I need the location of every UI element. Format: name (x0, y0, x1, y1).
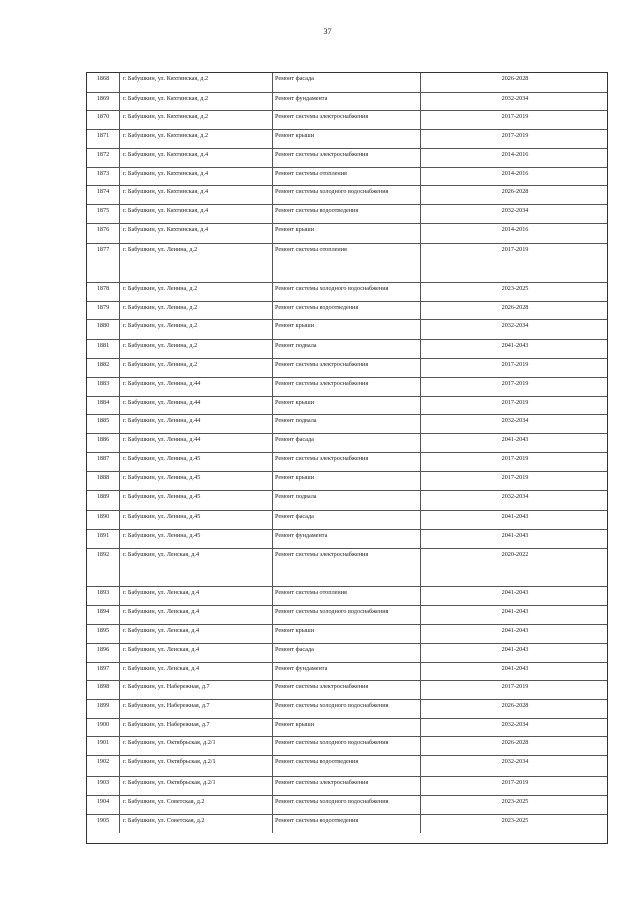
row-period: 2041-2043 (501, 513, 529, 520)
table-row (87, 490, 607, 510)
row-work-type: Ремонт системы водоотведения (273, 756, 421, 776)
row-period: 2041-2043 (501, 342, 529, 349)
row-number: 1878 (87, 283, 120, 301)
row-address: г. Бабушкин, ул. Ленина, д.2 (120, 340, 273, 358)
row-work-type: Ремонт подвала (273, 491, 421, 510)
row-work-type: Ремонт системы электроснабжения (273, 453, 421, 471)
row-work-type: Ремонт системы холодного водоснабжения (273, 796, 421, 814)
row-work-type: Ремонт крыши (273, 719, 421, 736)
table-row (87, 795, 607, 814)
table-row (87, 699, 607, 718)
row-work-type: Ремонт системы электроснабжения (273, 549, 421, 586)
row-number: 1886 (87, 434, 120, 452)
row-work-type: Ремонт системы водоотведения (273, 302, 421, 319)
row-address: г. Бабушкин, ул. Ленская, д.4 (120, 663, 273, 680)
row-period: 2017-2019 (501, 455, 529, 462)
row-period: 2017-2019 (501, 132, 529, 139)
row-number: 1885 (87, 415, 120, 433)
row-address: г. Бабушкин, ул. Советская, д.2 (120, 815, 273, 833)
table-row (87, 814, 607, 833)
row-work-type: Ремонт системы водоотведения (273, 815, 421, 833)
row-work-type: Ремонт системы холодного водоснабжения (273, 700, 421, 718)
row-number: 1904 (87, 796, 120, 814)
row-work-type: Ремонт подвала (273, 340, 421, 358)
table-row (87, 301, 607, 319)
row-period: 2032-2034 (501, 95, 529, 102)
row-work-type: Ремонт фасада (273, 644, 421, 662)
row-period: 2032-2034 (501, 207, 529, 214)
row-work-type: Ремонт фундамента (273, 663, 421, 680)
row-address: г. Бабушкин, ул. Набережная, д.7 (120, 681, 273, 699)
row-number: 1889 (87, 491, 120, 510)
table-row (87, 414, 607, 433)
row-work-type: Ремонт крыши (273, 224, 421, 243)
row-number: 1897 (87, 663, 120, 680)
row-work-type: Ремонт системы отопления (273, 244, 421, 282)
row-number: 1868 (87, 73, 120, 92)
table-row (87, 223, 607, 243)
row-number: 1881 (87, 340, 120, 358)
row-period: 2032-2034 (501, 758, 529, 765)
row-address: г. Бабушкин, ул. Ленская, д.4 (120, 644, 273, 662)
row-address: г. Бабушкин, ул. Кяхтинская, д.4 (120, 149, 273, 167)
row-number: 1879 (87, 302, 120, 319)
row-work-type: Ремонт фасада (273, 434, 421, 452)
table-row (87, 718, 607, 736)
row-number: 1869 (87, 93, 120, 110)
table-row (87, 662, 607, 680)
table-row (87, 339, 607, 358)
row-address: г. Бабушкин, ул. Ленина, д.2 (120, 359, 273, 377)
row-period: 2017-2019 (501, 399, 529, 406)
row-period: 2023-2025 (501, 285, 529, 292)
row-period: 2041-2043 (501, 608, 529, 615)
row-period: 2026-2028 (501, 739, 529, 746)
row-number: 1888 (87, 472, 120, 490)
row-address: г. Бабушкин, ул. Ленина, д.2 (120, 320, 273, 339)
table-row (87, 471, 607, 490)
row-work-type: Ремонт системы холодного водоснабжения (273, 606, 421, 624)
row-work-type: Ремонт системы электроснабжения (273, 149, 421, 167)
row-number: 1876 (87, 224, 120, 243)
row-number: 1893 (87, 587, 120, 605)
row-number: 1903 (87, 777, 120, 795)
row-period: 2032-2034 (501, 493, 529, 500)
table-row (87, 167, 607, 185)
row-period: 2041-2043 (501, 532, 529, 539)
row-number: 1883 (87, 378, 120, 396)
table-row (87, 510, 607, 529)
row-address: г. Бабушкин, ул. Октябрьская, д.2/1 (120, 756, 273, 776)
row-address: г. Бабушкин, ул. Ленина, д.44 (120, 378, 273, 396)
row-address: г. Бабушкин, ул. Ленина, д.45 (120, 511, 273, 529)
table-row (87, 377, 607, 396)
row-work-type: Ремонт системы электроснабжения (273, 111, 421, 129)
row-address: г. Бабушкин, ул. Кяхтинская, д.4 (120, 205, 273, 223)
row-work-type: Ремонт крыши (273, 625, 421, 643)
row-number: 1877 (87, 244, 120, 282)
row-address: г. Бабушкин, ул. Ленина, д.45 (120, 453, 273, 471)
row-period: 2026-2028 (501, 188, 529, 195)
repair-table (86, 72, 608, 844)
row-work-type: Ремонт системы отопления (273, 587, 421, 605)
row-work-type: Ремонт системы электроснабжения (273, 777, 421, 795)
table-row (87, 776, 607, 795)
row-period: 2017-2019 (501, 683, 529, 690)
row-number: 1880 (87, 320, 120, 339)
row-period: 2014-2016 (501, 151, 529, 158)
row-address: г. Бабушкин, ул. Ленина, д.45 (120, 491, 273, 510)
row-work-type: Ремонт системы отопления (273, 168, 421, 185)
row-period: 2014-2016 (501, 170, 529, 177)
row-address: г. Бабушкин, ул. Набережная, д.7 (120, 719, 273, 736)
row-work-type: Ремонт фундамента (273, 93, 421, 110)
row-number: 1902 (87, 756, 120, 776)
row-work-type: Ремонт крыши (273, 130, 421, 148)
row-address: г. Бабушкин, ул. Ленина, д.2 (120, 283, 273, 301)
table-row (87, 358, 607, 377)
row-work-type: Ремонт системы электроснабжения (273, 681, 421, 699)
table-row (87, 680, 607, 699)
row-work-type: Ремонт фасада (273, 73, 421, 92)
table-row (87, 736, 607, 755)
row-number: 1874 (87, 186, 120, 204)
page-number: 37 (323, 27, 332, 36)
row-period: 2041-2043 (501, 665, 529, 672)
row-number: 1887 (87, 453, 120, 471)
row-work-type: Ремонт фундамента (273, 530, 421, 548)
row-address: г. Бабушкин, ул. Ленская, д.4 (120, 549, 273, 586)
row-period: 2032-2034 (501, 721, 529, 728)
row-period: 2026-2028 (501, 75, 529, 82)
row-number: 1891 (87, 530, 120, 548)
table-row (87, 185, 607, 204)
row-number: 1873 (87, 168, 120, 185)
row-address: г. Бабушкин, ул. Кяхтинская, д.2 (120, 73, 273, 92)
row-period: 2017-2019 (501, 361, 529, 368)
row-work-type: Ремонт крыши (273, 320, 421, 339)
row-number: 1901 (87, 737, 120, 755)
row-address: г. Бабушкин, ул. Кяхтинская, д.2 (120, 93, 273, 110)
table-row (87, 73, 607, 92)
table-row (87, 452, 607, 471)
row-address: г. Бабушкин, ул. Ленина, д.2 (120, 302, 273, 319)
row-address: г. Бабушкин, ул. Кяхтинская, д.2 (120, 130, 273, 148)
table-row (87, 548, 607, 586)
row-address: г. Бабушкин, ул. Ленина, д.44 (120, 397, 273, 414)
table-row (87, 396, 607, 414)
table-row (87, 92, 607, 110)
row-work-type: Ремонт системы водоотведения (273, 205, 421, 223)
row-work-type: Ремонт системы холодного водоснабжения (273, 186, 421, 204)
row-period: 2041-2043 (501, 589, 529, 596)
row-number: 1884 (87, 397, 120, 414)
row-number: 1900 (87, 719, 120, 736)
row-work-type: Ремонт фасада (273, 511, 421, 529)
row-address: г. Бабушкин, ул. Ленина, д.44 (120, 434, 273, 452)
row-address: г. Бабушкин, ул. Ленина, д.44 (120, 415, 273, 433)
table-row (87, 129, 607, 148)
row-period: 2041-2043 (501, 436, 529, 443)
row-period: 2026-2028 (501, 304, 529, 311)
row-address: г. Бабушкин, ул. Кяхтинская, д.2 (120, 111, 273, 129)
table-row (87, 605, 607, 624)
row-number: 1905 (87, 815, 120, 833)
row-number: 1890 (87, 511, 120, 529)
row-period: 2020-2022 (501, 551, 529, 558)
row-number: 1898 (87, 681, 120, 699)
row-period: 2017-2019 (501, 380, 529, 387)
row-work-type: Ремонт крыши (273, 397, 421, 414)
row-period: 2017-2019 (501, 246, 529, 253)
row-number: 1896 (87, 644, 120, 662)
table-row (87, 643, 607, 662)
table-row (87, 624, 607, 643)
row-period: 2026-2028 (501, 702, 529, 709)
table-row (87, 529, 607, 548)
table-row (87, 243, 607, 282)
row-address: г. Бабушкин, ул. Ленина, д.2 (120, 244, 273, 282)
row-number: 1875 (87, 205, 120, 223)
row-period: 2032-2034 (501, 322, 529, 329)
row-address: г. Бабушкин, ул. Октябрьская, д.2/1 (120, 737, 273, 755)
row-address: г. Бабушкин, ул. Советская, д.2 (120, 796, 273, 814)
row-period: 2014-2016 (501, 226, 529, 233)
table-row (87, 148, 607, 167)
row-work-type: Ремонт подвала (273, 415, 421, 433)
row-work-type: Ремонт системы электроснабжения (273, 359, 421, 377)
table-row (87, 282, 607, 301)
row-address: г. Бабушкин, ул. Кяхтинская, д.4 (120, 186, 273, 204)
row-period: 2017-2019 (501, 113, 529, 120)
row-address: г. Бабушкин, ул. Набережная, д.7 (120, 700, 273, 718)
row-work-type: Ремонт системы холодного водоснабжения (273, 283, 421, 301)
row-address: г. Бабушкин, ул. Ленская, д.4 (120, 606, 273, 624)
row-period: 2017-2019 (501, 474, 529, 481)
row-period: 2041-2043 (501, 646, 529, 653)
row-address: г. Бабушкин, ул. Ленина, д.45 (120, 472, 273, 490)
row-period: 2041-2043 (501, 627, 529, 634)
row-number: 1895 (87, 625, 120, 643)
row-work-type: Ремонт системы электроснабжения (273, 378, 421, 396)
row-number: 1892 (87, 549, 120, 586)
row-address: г. Бабушкин, ул. Октябрьская, д.2/1 (120, 777, 273, 795)
table-row (87, 433, 607, 452)
row-number: 1882 (87, 359, 120, 377)
row-work-type: Ремонт системы холодного водоснабжения (273, 737, 421, 755)
row-number: 1871 (87, 130, 120, 148)
row-address: г. Бабушкин, ул. Ленская, д.4 (120, 587, 273, 605)
row-number: 1894 (87, 606, 120, 624)
row-period: 2032-2034 (501, 417, 529, 424)
row-work-type: Ремонт крыши (273, 472, 421, 490)
table-row (87, 586, 607, 605)
row-number: 1870 (87, 111, 120, 129)
table-row (87, 110, 607, 129)
table-row (87, 755, 607, 776)
row-address: г. Бабушкин, ул. Ленская, д.4 (120, 625, 273, 643)
table-row (87, 204, 607, 223)
row-period: 2023-2025 (501, 817, 529, 824)
table-row (87, 319, 607, 339)
row-number: 1872 (87, 149, 120, 167)
row-period: 2023-2025 (501, 798, 529, 805)
row-number: 1899 (87, 700, 120, 718)
row-address: г. Бабушкин, ул. Кяхтинская, д.4 (120, 168, 273, 185)
row-period: 2017-2019 (501, 779, 529, 786)
row-address: г. Бабушкин, ул. Ленина, д.45 (120, 530, 273, 548)
row-address: г. Бабушкин, ул. Кяхтинская, д.4 (120, 224, 273, 243)
